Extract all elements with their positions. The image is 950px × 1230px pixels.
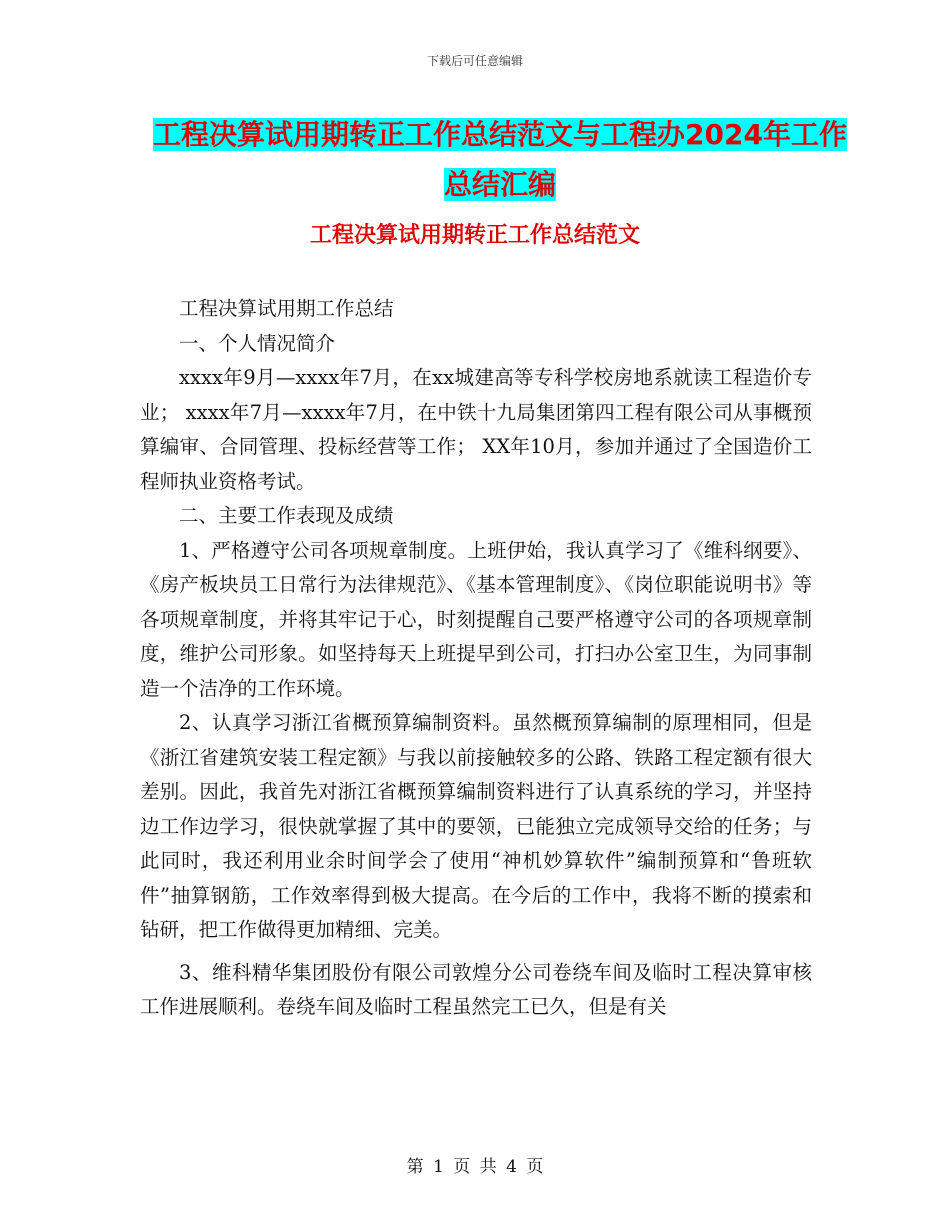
paragraph: 工程决算试用期工作总结 [179, 297, 394, 320]
document-title-text: 工程决算试用期转正工作总结范文与工程办2024年工作总结汇编 [153, 118, 847, 201]
paragraph: 一、个人情况简介 [179, 331, 336, 355]
document-title [140, 110, 860, 210]
paragraph: 2、认真学习浙江省概预算编制资料。虽然概预算编制的原理相同，但是《浙江省建筑安装工程定额》与我以前接触较多的公路、铁路工程定额有很大差别。因此，我首先对浙江省概预算编制资料进行了认真系统的学习，并坚持边工作边学习，很快就掌握了其中的要领，已能独立完成领导交给的任务；与此同时，我还利用业余时间学会了使用“神机妙算软件”编制预算和“鲁班软件”抽算钢筋，工作效率得到极大提高。在今后的工作中，我将不断的摸索和钻研，把工作做得更加精细、完美。 [140, 711, 812, 941]
paragraph: 1、严格遵守公司各项规章制度。上班伊始，我认真学习了《维科纲要》、《房产板块员工日常行为法律规范》、《基本管理制度》、《岗位职能说明书》等各项规章制度，并将其牢记于心，时刻提醒自己要严格遵守公司的各项规章制度，维护公司形象。如坚持每天上班提早到公司，打扫办公室卫生，为同事制造一个洁净的工作环境。 [140, 538, 812, 700]
paragraph: 3、维科精华集团股份有限公司敦煌分公司卷绕车间及临时工程决算审核工作进展顺利。卷绕车间及临时工程虽然完工已久，但是有关 [140, 960, 812, 1018]
paragraph: 二、主要工作表现及成绩 [179, 504, 394, 527]
section-title: 工程决算试用期转正工作总结范文 [309, 223, 640, 248]
header-note: 下载后可任意编辑 [426, 54, 523, 68]
document-body [140, 292, 812, 1025]
paragraph: xxxx年9月—xxxx年7月，在xx城建高等专科学校房地系就读工程造价专业； xxxx年7月—xxxx年7月，在中铁十九局集团第四工程有限公司从事概预算编审、合同管理、投标经营等工作； XX年10月，参加并通过了全国造价工程师执业资格考试。 [140, 366, 812, 493]
page-footer: 第 1 页 共 4 页 [406, 1157, 544, 1177]
